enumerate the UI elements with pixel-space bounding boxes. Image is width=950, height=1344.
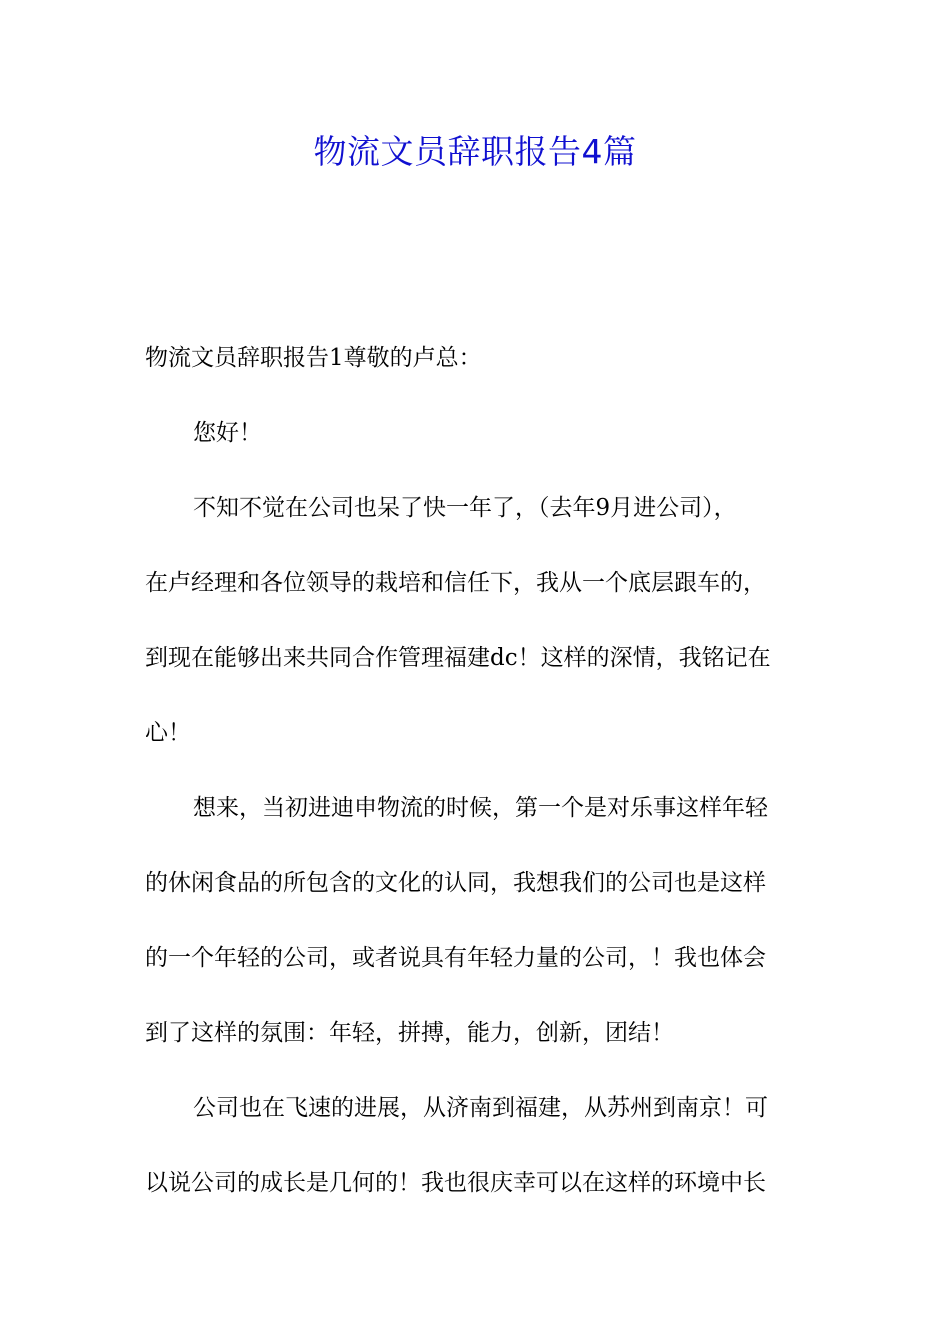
paragraph-line: 到了这样的氛围：年轻，拼搏，能力，创新，团结！ [145, 1020, 674, 1046]
paragraph-line: 公司也在飞速的进展，从济南到福建，从苏州到南京！可 [193, 1095, 768, 1121]
paragraph-line: 想来，当初进迪申物流的时候，第一个是对乐事这样年轻 [193, 795, 768, 821]
document-title: 物流文员辞职报告4篇 [313, 132, 637, 171]
paragraph-line: 以说公司的成长是几何的！我也很庆幸可以在这样的环境中长 [145, 1170, 766, 1196]
paragraph-line: 到现在能够出来共同合作管理福建dc！这样的深情，我铭记在 [145, 645, 771, 671]
paragraph-line: 在卢经理和各位领导的栽培和信任下，我从一个底层跟车的， [145, 570, 766, 596]
paragraph-line: 心！ [145, 720, 191, 746]
paragraph-line: 的休闲食品的所包含的文化的认同，我想我们的公司也是这样 [145, 870, 766, 896]
paragraph-line: 不知不觉在公司也呆了快一年了，（去年9月进公司）， [193, 495, 737, 521]
paragraph-line: 的一个年轻的公司，或者说具有年轻力量的公司，！我也体会 [145, 945, 766, 971]
salutation-line: 物流文员辞职报告1尊敬的卢总： [145, 345, 482, 371]
greeting-line: 您好！ [193, 420, 262, 446]
